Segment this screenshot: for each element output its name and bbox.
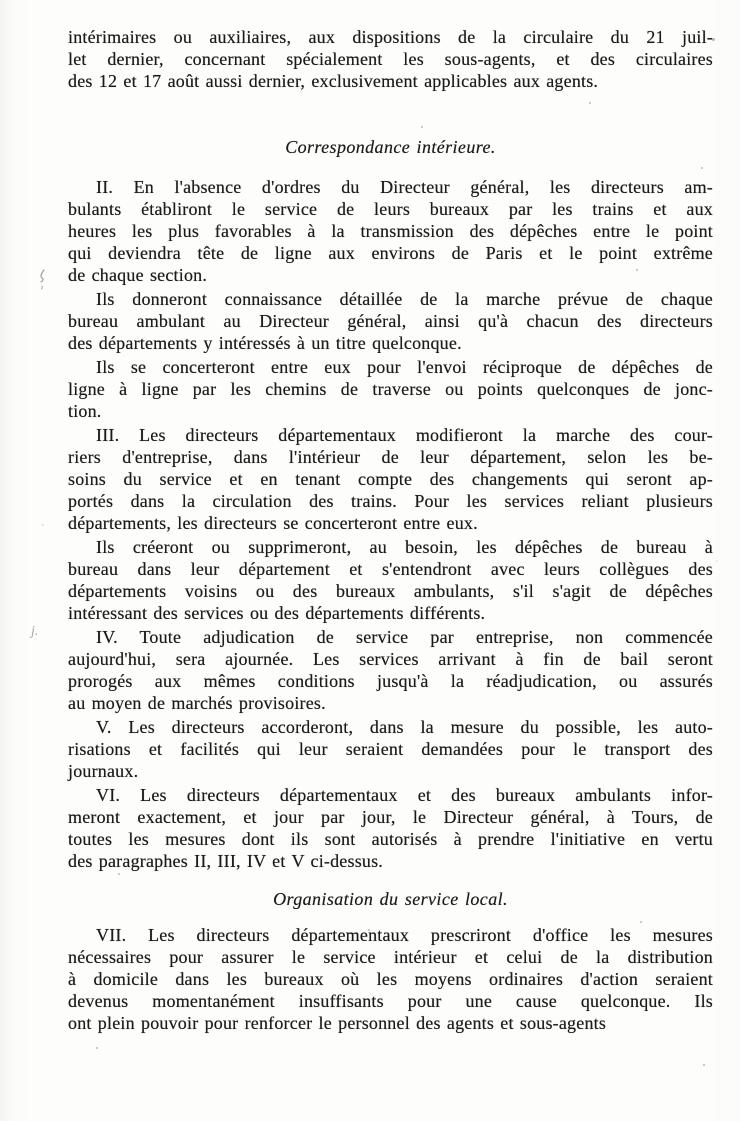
text-line: départements, les directeurs se concerteront entre eux. [68,513,478,533]
text-line: journaux. [68,761,139,781]
scan-speckle [701,167,703,169]
paragraph-vii [68,924,713,1034]
text-line: au moyen de marchés provisoires. [68,693,326,713]
text-line: riers d'entreprise, dans l'intérieur de leur département, selon les be- [68,447,713,467]
paragraph-iii-suite [68,536,713,624]
text-line: Ils se concerteront entre eux pour l'envoi réciproque de dépêches de [96,357,713,377]
paragraph-continuation [68,26,713,92]
text-line: V. Les directeurs accorderont, dans la mesure du possible, les auto- [96,717,713,737]
text-line: bureau ambulant au Directeur général, ainsi qu'à chacun des directeurs [68,311,713,331]
text-line: IV. Toute adjudication de service par entreprise, non commencée [96,627,713,647]
scan-speckle [703,1064,705,1066]
text-line: prorogés aux mêmes conditions jusqu'à la réadjudication, ou assurés [68,671,713,691]
scan-speckle [42,524,44,526]
scan-speckle [589,102,591,104]
text-line: Ils donneront connaissance détaillée de la marche prévue de chaque [96,289,713,309]
text-line: III. Les directeurs départementaux modifieront la marche des cour- [96,425,713,445]
text-line: portés dans la circulation des trains. Pour les services reliant plusieurs [68,491,713,511]
text-line: soins du service et en tenant compte des changements qui seront ap- [68,469,713,489]
text-line: des 12 et 17 août aussi dernier, exclusivement applicables aux agents. [68,71,599,91]
text-line: à domicile dans les bureaux où les moyens ordinaires d'action seraient [68,969,713,989]
scan-speckle [640,921,642,923]
paragraph-iv [68,626,713,714]
text-line: Ils créeront ou supprimeront, au besoin, les dépêches de bureau à [96,537,713,557]
section-heading-organisation-service-local: Organisation du service local. [273,889,508,909]
text-line: VI. Les directeurs départementaux et des bureaux ambulants infor- [96,785,713,805]
scan-speckle [421,126,423,128]
text-line: risations et facilités qui leur seraient demandées pour le transport des [68,739,713,759]
pencil-squiggle-icon [34,268,50,298]
text-line: des départements y intéressés à un titre quelconque. [68,333,462,353]
text-line: tion. [68,401,102,421]
scan-speckle [96,1047,98,1049]
text-line: bureau dans leur département et s'entendront avec leurs collègues des [68,559,713,579]
paragraph-ii [68,176,713,286]
text-line: qui deviendra tête de ligne aux environs de Paris et le point extrême [68,243,713,263]
text-line: toutes les mesures dont ils sont autorisés à prendre l'initiative en vertu [68,829,713,849]
scan-speckle [636,269,638,271]
scan-speckle [118,873,120,875]
text-line: heures les plus favorables à la transmission des dépêches entre le point [68,221,713,241]
paragraph-ii-suite-1 [68,288,713,354]
text-line: devenus momentanément insuffisants pour une cause quelconque. Ils [68,991,713,1011]
pencil-j-annotation: j. [31,624,39,639]
text-line: intérimaires ou auxiliaires, aux dispositions de la circulaire du 21 juil- [68,27,713,47]
text-line: intéressant des services ou des départements différents. [68,603,486,623]
section-heading-correspondance-interieure: Correspondance intérieure. [285,137,496,157]
text-line: bulants établiront le service de leurs bureaux par les trains et aux [68,199,713,219]
text-line: nécessaires pour assurer le service intérieur et celui de la distribution [68,947,713,967]
paragraph-v [68,716,713,782]
text-line: let dernier, concernant spécialement les sous-agents, et des circulaires [68,49,713,69]
text-line: ont plein pouvoir pour renforcer le personnel des agents et sous-agents [68,1013,607,1033]
paragraph-iii [68,424,713,534]
text-line: VII. Les directeurs départementaux prescriront d'office les mesures [96,925,713,945]
text-line: ligne à ligne par les chemins de traverse ou points quelconques de jonc- [68,379,713,399]
paragraph-ii-suite-2 [68,356,713,422]
scan-speckle [716,560,718,562]
scan-speckle [712,38,715,41]
text-line: II. En l'absence d'ordres du Directeur général, les directeurs am- [96,177,713,197]
scan-speckle [368,929,370,931]
text-line: de chaque section. [68,265,208,285]
text-line: départements voisins ou des bureaux ambulants, s'il s'agit de dépêches [68,581,713,601]
text-line: des paragraphes II, III, IV et V ci-dessus. [68,851,384,871]
paragraph-vi [68,784,713,872]
text-line: meront exactement, et jour par jour, le Directeur général, à Tours, de [68,807,713,827]
text-line: aujourd'hui, sera ajournée. Les services arrivant à fin de bail seront [68,649,713,669]
text-column [68,26,713,1034]
